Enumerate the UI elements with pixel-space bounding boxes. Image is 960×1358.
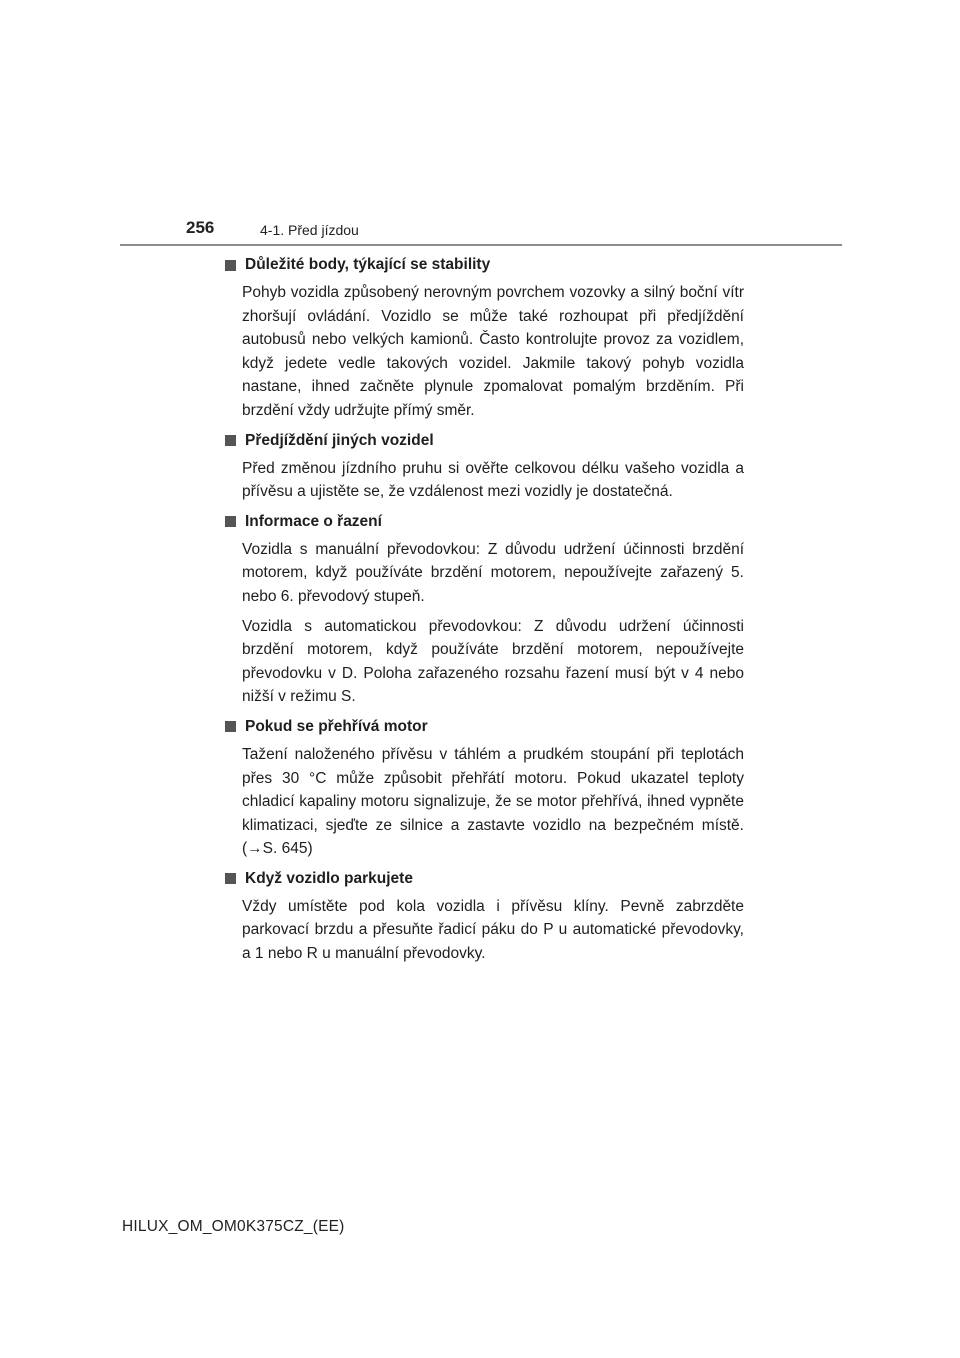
section-overheating <box>222 715 744 861</box>
section-heading <box>222 510 744 534</box>
square-bullet-icon <box>225 260 236 271</box>
square-bullet-icon <box>225 516 236 527</box>
section-overtaking <box>222 429 744 504</box>
section-heading-text: Informace o řazení <box>245 512 382 530</box>
paragraph: Vozidla s manuální převodovkou: Z důvodu udržení účinnosti brzdění motorem, když používáte brzdění motorem, nepoužívejte zařazený 5. nebo 6. převodový stupeň. <box>242 540 744 605</box>
section-heading <box>222 867 744 891</box>
section-heading <box>222 715 744 739</box>
section-heading-text: Důležité body, týkající se stability <box>245 256 491 273</box>
square-bullet-icon <box>225 873 236 884</box>
section-title: 4-1. Před jízdou <box>260 222 359 238</box>
paragraph: Vždy umístěte pod kola vozidla i přívěsu klíny. Pevně zabrzděte parkovací brzdu a přesuňte řadicí páku do P u automatické převodovky, a 1 nebo R u manuální převodovky. <box>242 897 744 963</box>
section-heading-text: Když vozidlo parkujete <box>245 869 413 887</box>
footer-document-code: HILUX_OM_OM0K375CZ_(EE) <box>122 1218 345 1235</box>
section-shifting <box>222 510 744 709</box>
section-stability <box>222 253 744 423</box>
section-heading <box>222 429 744 453</box>
section-parking <box>222 867 744 966</box>
paragraph: Tažení naloženého přívěsu v táhlém a prudkém stoupání při teplotách přes 30 °C může způsobit přehřátí motoru. Pokud ukazatel teploty chladicí kapaliny motoru signalizuje, že se motor přehřívá, ihned vypněte klimatizaci, sjeďte ze silnice a zastavte vozidlo na bezpečném místě. (→S. 645) <box>242 745 744 858</box>
section-heading-text: Pokud se přehřívá motor <box>245 717 428 735</box>
main-content <box>222 253 744 972</box>
header-rule <box>120 244 842 246</box>
page-number: 256 <box>186 218 215 237</box>
paragraph: Vozidla s automatickou převodovkou: Z důvodu udržení účinnosti brzdění motorem, když používáte brzdění motorem, nepoužívejte převodovku v D. Poloha zařazeného rozsahu řazení musí být v 4 nebo nižší v režimu S. <box>242 617 744 706</box>
paragraph: Před změnou jízdního pruhu si ověřte celkovou délku vašeho vozidla a přívěsu a ujistěte se, že vzdálenost mezi vozidly je dostatečná. <box>242 459 744 501</box>
section-heading <box>222 253 744 277</box>
section-heading-text: Předjíždění jiných vozidel <box>245 431 434 449</box>
square-bullet-icon <box>225 721 236 732</box>
paragraph: Pohyb vozidla způsobený nerovným povrchem vozovky a silný boční vítr zhoršují ovládání. Vozidlo se může také rozhoupat při předjíždění autobusů nebo velkých kamionů. Často kontrolujte provoz za vozidlem, když jedete vedle takových vozidel. Jakmile takový pohyb vozidla nastane, ihned začněte plynule zpomalovat pomalým brzděním. Při brzdění vždy udržujte přímý směr. <box>242 284 744 419</box>
square-bullet-icon <box>225 435 236 446</box>
